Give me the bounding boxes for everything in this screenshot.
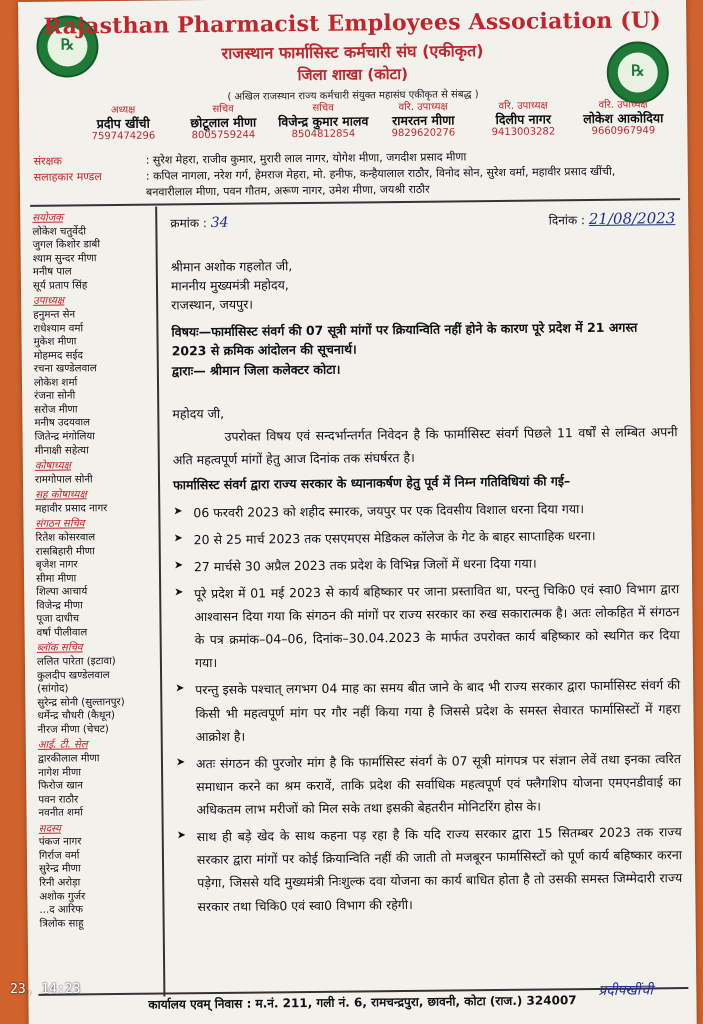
sidebar-member: फिरोज खान: [38, 780, 84, 792]
timestamp-overlay: 23, 14:23: [10, 982, 81, 997]
patrons-block: [34, 148, 616, 202]
officer-phone: 9660967949: [591, 125, 656, 137]
sidebar-member: ललित पारेता (इटावा): [36, 656, 116, 668]
letter-date: [549, 209, 676, 228]
sidebar-member: जितेन्द्र मंगोलिया: [34, 431, 95, 443]
recipient-line: श्रीमान अशोक गहलोत जी,: [170, 258, 293, 275]
sidebar-member: सूर्य प्रताप सिंह: [32, 280, 88, 292]
letter-body: [170, 209, 683, 914]
patrons-label: संरक्षक: [33, 154, 63, 168]
officer-role: अध्यक्ष: [110, 104, 136, 117]
sidebar-member: मुकेश मीणा: [33, 336, 77, 348]
sidebar-member: मोहम्मद सईद: [33, 349, 83, 362]
arrow-bullet-icon: ➤: [175, 755, 186, 769]
sidebar-member: द्वारकीलाल मीणा: [37, 753, 100, 765]
sidebar-member: लोकेश चतुर्वेदी: [32, 225, 86, 238]
sidebar-section-title: सह कोषाध्यक्ष: [35, 489, 87, 502]
arrow-bullet-icon: ➤: [173, 530, 183, 545]
officer-name: लोकेश आकोदिया: [583, 109, 664, 126]
sidebar-section-title: उपाध्यक्ष: [33, 295, 65, 308]
sidebar-member: शिल्पा आचार्य: [36, 586, 88, 599]
sidebar-member: लोकेश शर्मा: [33, 377, 78, 389]
association-logo-left-icon: ℞: [36, 15, 99, 78]
activity-text: अतः संगठन की पुरजोर मांग है कि फार्मासिस्ट संवर्ग के 07 सूत्री मांगपत्र पर संज्ञान लेवें तथा इनका त्वरित समाधान करने का श्रम करावें, ताकि प्रदेश की सर्वाधिक महत्वपूर्ण एवं फ्लैगशिप योजना एमएनडीवाई का अधिकतम लाभ मरीजों को मिल सके तथा इसकी बेहतरीन मोनिटरिंग होस के।: [195, 750, 682, 818]
letter-content: [172, 397, 682, 918]
activity-text: परन्तु इसके पश्चात् लगभग 04 माह का समय बीत जाने के बाद भी राज्य सरकार द्वारा फार्मासिस्ट संवर्ग की किसी भी महत्वपूर्ण मांग पर गौर नहीं किया गया है जिससे प्रदेश के समस्त सेवारत फार्मासिस्टों में गहरा आक्रोश है।: [195, 677, 681, 744]
association-logo-right-icon: ℞: [606, 41, 669, 104]
signature: प्रदीपखींची: [598, 982, 654, 999]
sidebar-member: विजेन्द्र मीणा: [36, 600, 83, 612]
sidebar-member: मीनाक्षी सहेत्या: [34, 444, 89, 457]
sidebar-member: मनीष उदयवाल: [34, 417, 91, 430]
sidebar-member: सरोज मीणा: [34, 404, 78, 416]
officer-phone: 8005759244: [191, 129, 256, 142]
officer-role: सचिव: [212, 103, 234, 115]
arrow-bullet-icon: ➤: [173, 558, 184, 572]
officer-role: वरि. उपाध्यक्ष: [498, 100, 548, 112]
sidebar-member: रिनी अरोड़ा: [39, 877, 81, 889]
advisors-line1: : कपिल नागला, नरेश गर्ग, हेमराज मेहरा, मो. हनीफ, कन्हैयालाल राठौर, विनोद सोन, सुरेश वर्मा, महावीर प्रसाद खींची,: [145, 164, 616, 183]
affiliation-note: ( अखिल राजस्थान राज्य कर्मचारी संयुक्त महासंघ एकीकृत से संबद्ध ): [227, 89, 479, 103]
sidebar-member: धर्मेन्द्र चौधरी (कैथून): [37, 710, 116, 723]
letter-subject: [171, 317, 677, 380]
sidebar-member: नवनीत शर्मा: [38, 807, 83, 820]
officer-block: [273, 102, 373, 140]
association-hindi-name: राजस्थान फार्मासिस्ट कर्मचारी संघ (एकीकृत): [221, 41, 484, 63]
sidebar-member: राधेश्याम वर्मा: [33, 322, 84, 335]
advisors-label: सलाहकार मण्डल: [33, 170, 102, 184]
sidebar-member: गिर्राज वर्मा: [38, 850, 80, 862]
intro-paragraph: उपरोक्त विषय एवं सन्दर्भान्तर्गत निवेदन है कि फार्मासिस्ट संवर्ग पिछले 11 वर्षों से लम्बित अपनी अति महत्वपूर्ण मांगों हेतु आज दिनांक तक संघर्षरत है।: [172, 424, 678, 468]
arrow-bullet-icon: ➤: [175, 681, 185, 695]
sidebar-member: महावीर प्रसाद नागर: [35, 502, 108, 515]
sidebar-section-title: कोषाध्यक्ष: [34, 460, 71, 472]
sidebar-member: मनीष पाल: [32, 266, 72, 279]
officer-phone: 9413003282: [491, 126, 556, 138]
arrow-bullet-icon: ➤: [174, 585, 184, 599]
officers-row: [73, 99, 673, 143]
sidebar-member: हनुमन्त सेन: [33, 309, 76, 321]
officer-block: [473, 100, 573, 138]
sidebar-member: वर्षा पीलीवाल: [36, 627, 88, 639]
officer-block: [573, 99, 673, 137]
sidebar-member: जुगल किशोर डाबी: [32, 239, 101, 251]
sidebar-section-title: सदस्य: [38, 823, 61, 835]
sidebar-section-title: आई. टी. सेल: [37, 739, 88, 752]
sidebar-member: श्याम सुन्दर मीणा: [32, 252, 97, 265]
recipient-line: माननीय मुख्यमंत्री महोदय,: [170, 276, 289, 294]
letter-page: [18, 0, 697, 1024]
office-address-footer: कार्यालय एवम् निवास : म.नं. 211, गली नं. 6, रामचन्द्रपुरा, छावनी, कोटा (राज.) 324007: [148, 993, 577, 1012]
sidebar-member: बृजेश नागर: [35, 559, 78, 571]
through-text: द्वाराः— श्रीमान जिला कलेक्टर कोटा।: [171, 361, 341, 379]
sidebar-member: पंकज नागर: [38, 836, 82, 849]
subject-text: विषयः—फार्मासिस्ट संवर्ग की 07 सूत्री मांगों पर क्रियान्विति नहीं होने के कारण पूरे प्रदेश में 21 अगस्त 2023 से क्रमिक आंदोलन की सूचनार्थ।: [171, 319, 638, 359]
activity-text: 20 से 25 मार्च 2023 तक एसएमएस मेडिकल कॉलेज के गेट के बाहर साप्ताहिक धरना।: [193, 527, 596, 547]
sidebar-member: सीमा मीणा: [35, 573, 77, 585]
sidebar-member: रितेश कोसरवाल: [35, 532, 96, 544]
officer-name: छोटूलाल मीणा: [190, 114, 257, 130]
sidebar-member: नीरज मीणा (चेचट): [37, 723, 109, 736]
activity-item: [174, 550, 679, 578]
activity-item: [175, 673, 681, 748]
patrons-names: : सुरेश मेहरा, राजीव कुमार, मुरारी लाल नागर, योगेश मीणा, जगदीश प्रसाद मीणा: [145, 150, 467, 167]
activity-text: पूरे प्रदेश में 01 मई 2023 से कार्य बहिष्कार पर जाना प्रस्तावित था, परन्तु चिकि0 एवं स्वा0 विभाग द्वारा आश्वासन दिया गया कि संगठन की मांगों पर राज्य सरकार का रुख सकारात्मक है। अतः लोकहित में संगठन के पत्र क्रमांक–04–06, दिनांक–30.04.2023 के मार्फत उपरोक्त कार्य बहिष्कार को स्थगित कर दिया गया।: [194, 580, 680, 671]
recipient-line: राजस्थान, जयपुर।: [171, 296, 254, 312]
arrow-bullet-icon: ➤: [173, 503, 183, 517]
sidebar-section-title: संगठन सचिव: [35, 518, 85, 531]
sidebar-member: पवन राठौर: [38, 794, 79, 806]
sidebar-members: [32, 209, 162, 931]
date-value: 21/08/2023: [588, 209, 676, 229]
branch-name: जिला शाखा (कोटा): [297, 64, 409, 85]
sidebar-member: (सांगोद): [37, 683, 69, 695]
recipient-address: [171, 257, 293, 315]
activities-heading: फार्मासिस्ट संवर्ग द्वारा राज्य सरकार के ध्यानाकर्षण हेतु पूर्व में निम्न गतिविधियां की गई–: [172, 473, 571, 493]
sidebar-member: रासबिहारी मीणा: [35, 545, 95, 558]
sidebar-member: सुरेन्द्र मीणा: [39, 863, 81, 876]
activity-text: साथ ही बड़े खेद के साथ कहना पड़ रहा है कि यदि राज्य सरकार द्वारा 15 सितम्बर 2023 तक राज्य सरकार द्वारा मांगों पर कोई क्रियान्विति नहीं की जाती तो मजबूरन फार्मासिस्टों को पूर्ण कार्य बहिष्कार करना पड़ेगा, जिससे यदि मुख्यमंत्री निःशुल्क दवा योजना का कार्य बाधित होता है तो उसकी समस्त जिम्मेदारी राज्य सरकार तथा चिकि0 एवं स्वा0 विभाग की रहेगी।: [196, 824, 683, 914]
activities-list: [173, 496, 682, 918]
officer-name: विजेन्द्र कुमार मालव: [278, 112, 369, 129]
officer-phone: 7597474296: [91, 130, 156, 143]
reference-number: [170, 214, 228, 232]
activity-item: [174, 577, 680, 675]
date-label: दिनांक :: [548, 213, 586, 228]
officer-role: सचिव: [312, 102, 334, 114]
officer-role: वरि. उपाध्यक्ष: [398, 101, 448, 114]
activity-item: [176, 747, 682, 822]
salutation: महोदय जी,: [172, 405, 225, 422]
activity-item: [174, 523, 679, 551]
sidebar-section-title: ब्लॉक सचिव: [36, 642, 83, 655]
advisors-line2: बनवारीलाल मीणा, पवन गौतम, अरूण नागर, उमेश मीणा, जयश्री राठौर: [145, 182, 430, 199]
sidebar-member: त्रिलोक साहू: [39, 918, 84, 930]
sidebar-member: रचना खण्डेलवाल: [33, 363, 97, 376]
sidebar-member: सुरेन्द्र सोनी (सुल्तानपुर): [37, 696, 125, 709]
officer-block: [173, 103, 273, 141]
sidebar-member: अशोक गुर्जर: [39, 890, 86, 903]
association-title: Rajasthan Pharmacist Employees Association (U): [43, 7, 662, 40]
sidebar-member: पूजा दाधीच: [36, 613, 80, 626]
officer-role: वरि. उपाध्यक्ष: [598, 99, 648, 111]
officer-name: दिलीप नागर: [495, 110, 552, 127]
officer-name: रामरतन मीणा: [392, 111, 455, 128]
officer-block: [73, 104, 173, 142]
activity-item: [173, 496, 678, 524]
sidebar-member: ...द आरिफ: [39, 904, 84, 916]
officer-phone: 8504812854: [291, 128, 356, 141]
officer-phone: 9829620276: [391, 127, 456, 139]
sidebar-member: रामगोपाल सोनी: [34, 473, 93, 486]
sidebar-member: कुलदीप खण्डेलवाल: [37, 669, 110, 682]
activity-item: [177, 820, 683, 918]
officer-name: प्रदीप खींची: [96, 115, 150, 131]
reference-value: 34: [210, 214, 229, 231]
officer-block: [373, 101, 473, 139]
arrow-bullet-icon: ➤: [176, 828, 187, 842]
activity-text: 27 मार्चसे 30 अप्रैल 2023 तक प्रदेश के विभिन्न जिलों में धरना दिया गया।: [193, 555, 537, 574]
sidebar-section-title: सयोजक: [32, 212, 64, 224]
reference-label: क्रमांक :: [170, 216, 207, 231]
sidebar-member: रंजना सोनी: [34, 390, 76, 403]
sidebar-member: नागेश मीणा: [38, 766, 82, 779]
activity-text: 06 फरवरी 2023 को शहीद स्मारक, जयपुर पर एक दिवसीय विशाल धरना दिया गया।: [193, 500, 585, 520]
